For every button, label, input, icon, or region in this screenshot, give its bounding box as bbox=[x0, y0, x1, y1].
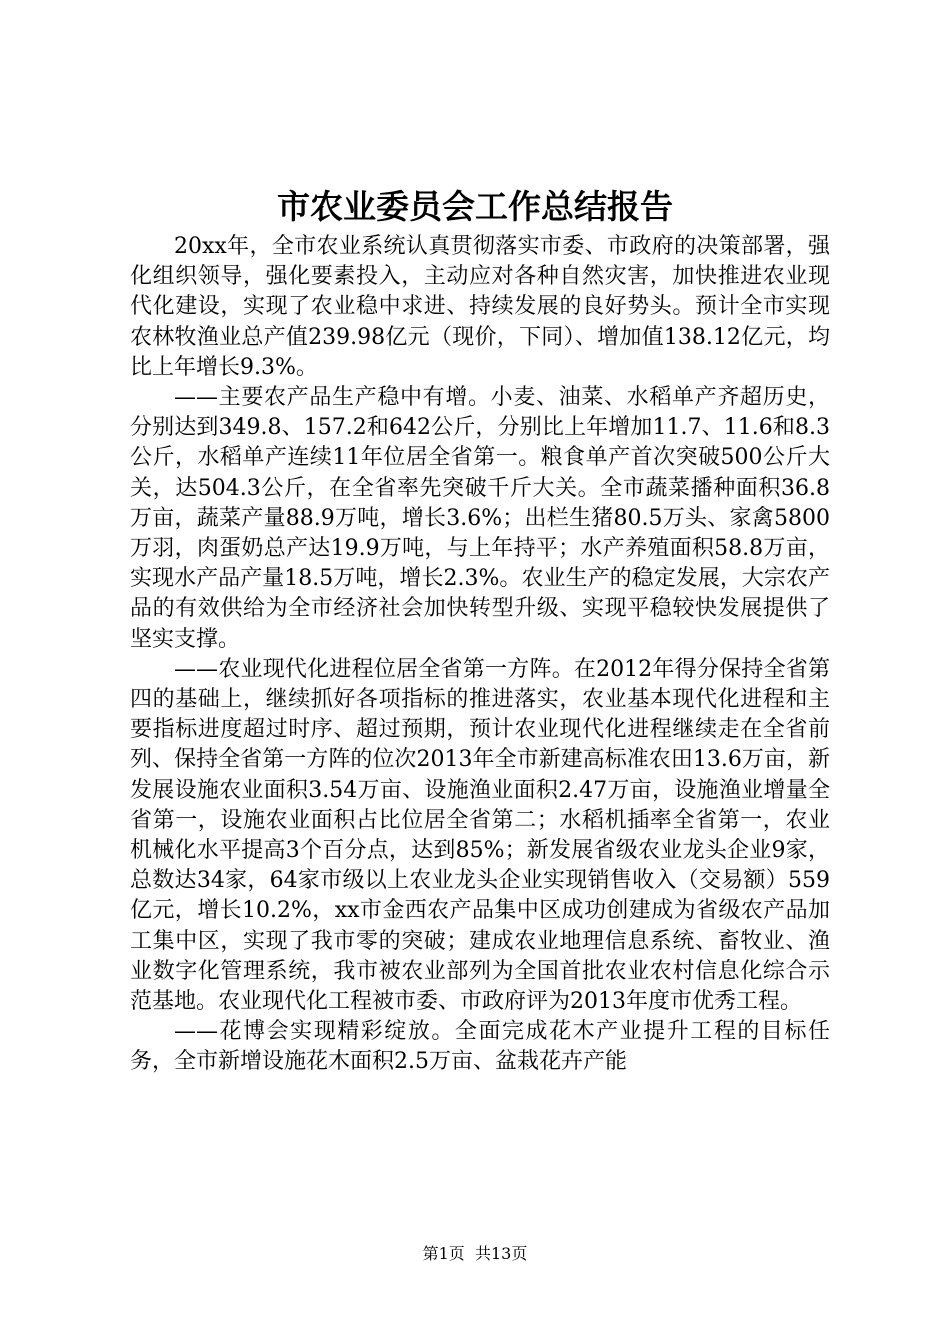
footer-separator bbox=[465, 1244, 475, 1263]
paragraph-modernization: ——农业现代化进程位居全省第一方阵。在2012年得分保持全省第四的基础上，继续抓好各项指标的推进落实，农业基本现代化进程和主要指标进度超过时序、超过预期，预计农业现代化进程继续走在全省前列、保持全省第一方阵的位次2013年全市新建高标准农田13.6万亩，新发展设施农业面积3.54万亩、设施渔业面积2.47万亩，设施渔业增量全省第一，设施农业面积占比位居全省第二；水稻机插率全省第一，农业机械化水平提高3个百分点，达到85%；新发展省级农业龙头企业9家，总数达34家，64家市级以上农业龙头企业实现销售收入（交易额）559亿元，增长10.2%，xx市金西农产品集中区成功创建成为省级农产品加工集中区，实现了我市零的突破；建成农业地理信息系统、畜牧业、渔业数字化管理系统，我市被农业部列为全国首批农业农村信息化综合示范基地。农业现代化工程被市委、市政府评为2013年度市优秀工程。 bbox=[130, 656, 830, 1015]
paragraph-flower-expo: ——花博会实现精彩绽放。全面完成花木产业提升工程的目标任务，全市新增设施花木面积2.5万亩、盆栽花卉产能 bbox=[130, 1019, 830, 1075]
total-page-count: 共13页 bbox=[474, 1244, 528, 1263]
document-body bbox=[130, 232, 830, 1078]
document-title: 市农业委员会工作总结报告 bbox=[277, 187, 673, 226]
current-page-number: 第1页 bbox=[422, 1244, 465, 1263]
paragraph-intro: 20xx年，全市农业系统认真贯彻落实市委、市政府的决策部署，强化组织领导，强化要素投入，主动应对各种自然灾害，加快推进农业现代化建设，实现了农业稳中求进、持续发展的良好势头。预计全市实现农林牧渔业总产值239.98亿元（现价，下同）、增加值138.12亿元，均比上年增长9.3%。 bbox=[130, 234, 830, 380]
paragraph-production: ——主要农产品生产稳中有增。小麦、油菜、水稻单产齐超历史，分别达到349.8、157.2和642公斤，分别比上年增加11.7、11.6和8.3公斤，水稻单产连续11年位居全省第一。粮食单产首次突破500公斤大关，达504.3公斤，在全省率先突破千斤大关。全市蔬菜播种面积36.8万亩，蔬菜产量88.9万吨，增长3.6%；出栏生猪80.5万头、家禽5800万羽，肉蛋奶总产达19.9万吨，与上年持平；水产养殖面积58.8万亩，实现水产品产量18.5万吨，增长2.3%。农业生产的稳定发展，大宗农产品的有效供给为全市经济社会加快转型升级、实现平稳较快发展提供了坚实支撑。 bbox=[130, 385, 830, 652]
page-footer bbox=[0, 1243, 950, 1265]
